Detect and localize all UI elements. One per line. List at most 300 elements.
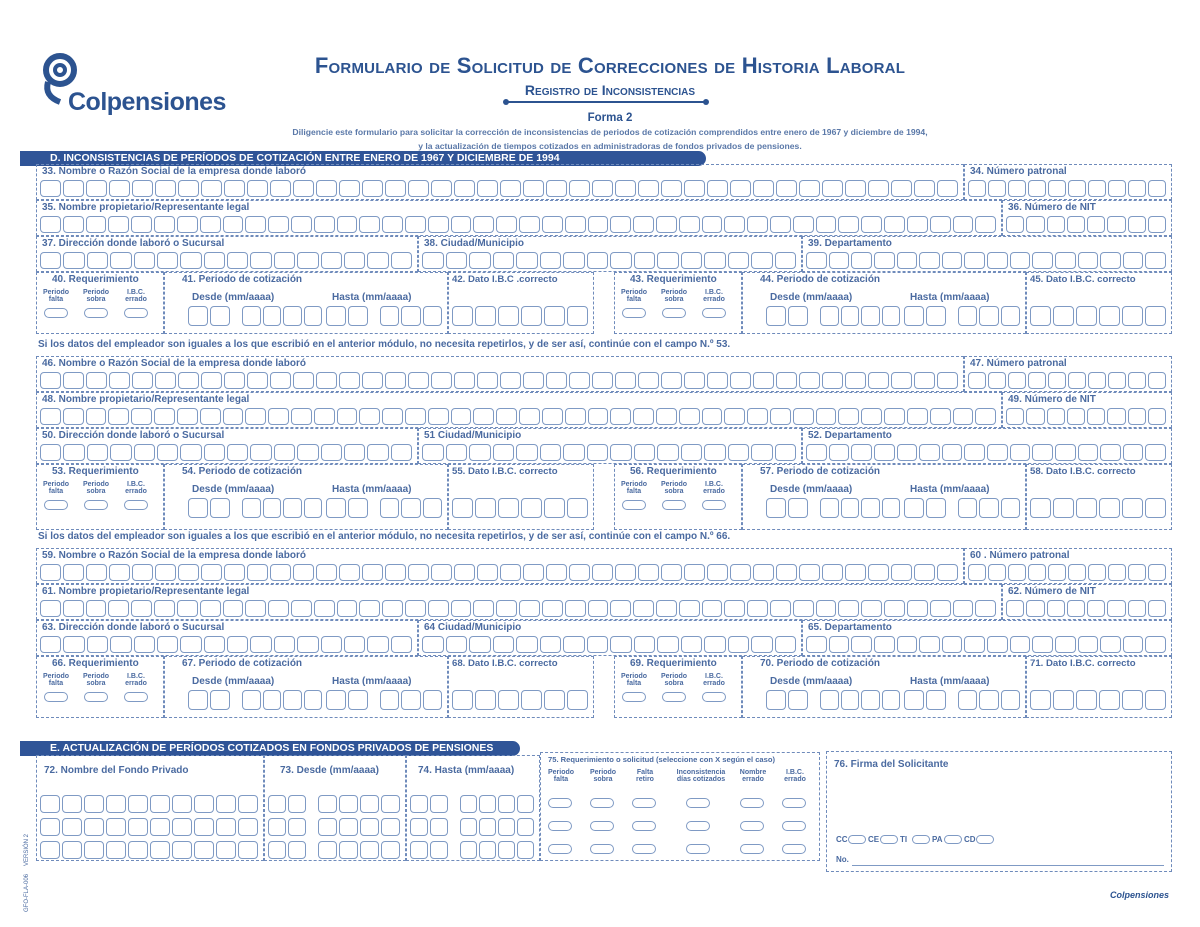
char-box[interactable] — [410, 795, 428, 813]
char-box[interactable] — [1078, 252, 1099, 269]
char-box[interactable] — [238, 818, 258, 836]
requirement-e-checkbox[interactable] — [740, 821, 764, 831]
char-box[interactable] — [337, 600, 358, 617]
block-3-dept-input[interactable] — [806, 636, 1168, 653]
char-box[interactable] — [861, 216, 882, 233]
char-box[interactable] — [460, 841, 477, 859]
char-box[interactable] — [132, 564, 153, 581]
char-box[interactable] — [188, 306, 208, 326]
char-box[interactable] — [242, 690, 261, 710]
char-box[interactable] — [380, 306, 399, 326]
char-box[interactable] — [544, 498, 565, 518]
char-box[interactable] — [157, 636, 178, 653]
char-box[interactable] — [799, 372, 820, 389]
char-box[interactable] — [216, 841, 236, 859]
requirement-e-checkbox[interactable] — [548, 821, 572, 831]
char-box[interactable] — [201, 564, 222, 581]
char-box[interactable] — [753, 180, 774, 197]
char-box[interactable] — [200, 216, 221, 233]
id-type-checkbox-pa[interactable] — [944, 835, 962, 844]
char-box[interactable] — [975, 408, 996, 425]
char-box[interactable] — [587, 252, 609, 269]
char-box[interactable] — [132, 180, 153, 197]
char-box[interactable] — [657, 252, 679, 269]
char-box[interactable] — [283, 306, 302, 326]
requirement-e-checkbox[interactable] — [632, 798, 656, 808]
char-box[interactable] — [1145, 306, 1166, 326]
char-box[interactable] — [201, 372, 222, 389]
char-box[interactable] — [1087, 408, 1105, 425]
char-box[interactable] — [180, 252, 201, 269]
char-box[interactable] — [1107, 216, 1125, 233]
char-box[interactable] — [704, 252, 726, 269]
char-box[interactable] — [775, 444, 797, 461]
char-box[interactable] — [1087, 216, 1105, 233]
block-1-hasta-a-month-input[interactable] — [326, 306, 370, 326]
char-box[interactable] — [592, 372, 613, 389]
char-box[interactable] — [1026, 216, 1044, 233]
char-box[interactable] — [751, 444, 773, 461]
char-box[interactable] — [194, 841, 214, 859]
block-1-city-input[interactable] — [422, 252, 798, 269]
block-1-hasta-b-month-input[interactable] — [904, 306, 948, 326]
char-box[interactable] — [563, 636, 585, 653]
char-box[interactable] — [565, 216, 586, 233]
char-box[interactable] — [216, 818, 236, 836]
char-box[interactable] — [316, 372, 337, 389]
char-box[interactable] — [405, 216, 426, 233]
char-box[interactable] — [588, 600, 609, 617]
char-box[interactable] — [227, 444, 248, 461]
char-box[interactable] — [820, 690, 839, 710]
char-box[interactable] — [108, 408, 129, 425]
char-box[interactable] — [428, 408, 449, 425]
block-3-ibc-a-input[interactable] — [452, 690, 590, 710]
block-2-hasta-b-year-input[interactable] — [958, 498, 1022, 518]
char-box[interactable] — [592, 564, 613, 581]
char-box[interactable] — [380, 498, 399, 518]
char-box[interactable] — [1128, 372, 1146, 389]
char-box[interactable] — [766, 306, 786, 326]
char-box[interactable] — [291, 600, 312, 617]
char-box[interactable] — [40, 795, 60, 813]
char-box[interactable] — [988, 372, 1006, 389]
block-3-desde-b-year-input[interactable] — [820, 690, 902, 710]
char-box[interactable] — [897, 636, 918, 653]
char-box[interactable] — [150, 818, 170, 836]
block-1-ibc-a-input[interactable] — [452, 306, 590, 326]
char-box[interactable] — [498, 841, 515, 859]
char-box[interactable] — [477, 564, 498, 581]
char-box[interactable] — [770, 600, 791, 617]
char-box[interactable] — [1048, 372, 1066, 389]
char-box[interactable] — [1088, 180, 1106, 197]
block-3-hasta-b-year-input[interactable] — [958, 690, 1022, 710]
char-box[interactable] — [109, 564, 130, 581]
char-box[interactable] — [201, 180, 222, 197]
char-box[interactable] — [987, 252, 1008, 269]
char-box[interactable] — [1145, 252, 1166, 269]
char-box[interactable] — [926, 498, 946, 518]
char-box[interactable] — [297, 444, 318, 461]
char-box[interactable] — [359, 408, 380, 425]
char-box[interactable] — [1107, 600, 1125, 617]
block-1-req-b-option-checkbox[interactable] — [702, 308, 726, 318]
requirement-e-checkbox[interactable] — [686, 798, 710, 808]
char-box[interactable] — [204, 444, 225, 461]
char-box[interactable] — [1048, 564, 1066, 581]
char-box[interactable] — [988, 180, 1006, 197]
char-box[interactable] — [304, 690, 323, 710]
char-box[interactable] — [391, 444, 412, 461]
char-box[interactable] — [523, 372, 544, 389]
char-box[interactable] — [521, 306, 542, 326]
char-box[interactable] — [1026, 408, 1044, 425]
char-box[interactable] — [702, 408, 723, 425]
char-box[interactable] — [937, 180, 958, 197]
char-box[interactable] — [405, 408, 426, 425]
char-box[interactable] — [793, 408, 814, 425]
char-box[interactable] — [542, 216, 563, 233]
char-box[interactable] — [1053, 498, 1074, 518]
char-box[interactable] — [1122, 498, 1143, 518]
char-box[interactable] — [362, 564, 383, 581]
char-box[interactable] — [930, 408, 951, 425]
char-box[interactable] — [498, 818, 515, 836]
char-box[interactable] — [223, 408, 244, 425]
char-box[interactable] — [63, 564, 84, 581]
char-box[interactable] — [109, 180, 130, 197]
char-box[interactable] — [1145, 636, 1166, 653]
char-box[interactable] — [224, 564, 245, 581]
char-box[interactable] — [348, 498, 368, 518]
char-box[interactable] — [460, 818, 477, 836]
char-box[interactable] — [728, 636, 750, 653]
hasta-e-month-input-row-1[interactable] — [410, 795, 450, 813]
char-box[interactable] — [776, 180, 797, 197]
char-box[interactable] — [318, 795, 337, 813]
char-box[interactable] — [63, 252, 84, 269]
char-box[interactable] — [454, 372, 475, 389]
char-box[interactable] — [106, 818, 126, 836]
char-box[interactable] — [304, 498, 323, 518]
char-box[interactable] — [40, 564, 61, 581]
char-box[interactable] — [314, 408, 335, 425]
block-1-desde-b-year-input[interactable] — [820, 306, 902, 326]
char-box[interactable] — [638, 564, 659, 581]
char-box[interactable] — [1030, 306, 1051, 326]
block-2-city-input[interactable] — [422, 444, 798, 461]
char-box[interactable] — [1006, 216, 1024, 233]
char-box[interactable] — [108, 216, 129, 233]
char-box[interactable] — [882, 498, 901, 518]
char-box[interactable] — [926, 690, 946, 710]
char-box[interactable] — [1006, 408, 1024, 425]
char-box[interactable] — [87, 252, 108, 269]
char-box[interactable] — [227, 252, 248, 269]
char-box[interactable] — [498, 795, 515, 813]
char-box[interactable] — [154, 216, 175, 233]
char-box[interactable] — [408, 564, 429, 581]
char-box[interactable] — [930, 600, 951, 617]
char-box[interactable] — [1010, 444, 1031, 461]
char-box[interactable] — [348, 690, 368, 710]
char-box[interactable] — [841, 306, 860, 326]
char-box[interactable] — [942, 444, 963, 461]
char-box[interactable] — [454, 180, 475, 197]
char-box[interactable] — [634, 252, 656, 269]
char-box[interactable] — [268, 600, 289, 617]
requirement-e-checkbox[interactable] — [548, 798, 572, 808]
char-box[interactable] — [274, 444, 295, 461]
char-box[interactable] — [339, 564, 360, 581]
char-box[interactable] — [177, 216, 198, 233]
char-box[interactable] — [633, 216, 654, 233]
char-box[interactable] — [1128, 408, 1146, 425]
char-box[interactable] — [172, 841, 192, 859]
char-box[interactable] — [565, 600, 586, 617]
requirement-e-checkbox[interactable] — [782, 844, 806, 854]
char-box[interactable] — [469, 444, 491, 461]
char-box[interactable] — [268, 216, 289, 233]
char-box[interactable] — [344, 636, 365, 653]
char-box[interactable] — [401, 306, 420, 326]
char-box[interactable] — [224, 372, 245, 389]
char-box[interactable] — [250, 636, 271, 653]
char-box[interactable] — [498, 498, 519, 518]
char-box[interactable] — [766, 498, 786, 518]
char-box[interactable] — [155, 180, 176, 197]
char-box[interactable] — [919, 252, 940, 269]
char-box[interactable] — [194, 818, 214, 836]
char-box[interactable] — [770, 408, 791, 425]
block-2-desde-a-month-input[interactable] — [188, 498, 232, 518]
block-2-desde-a-year-input[interactable] — [242, 498, 324, 518]
char-box[interactable] — [615, 564, 636, 581]
char-box[interactable] — [391, 252, 412, 269]
block-1-hasta-a-year-input[interactable] — [380, 306, 444, 326]
char-box[interactable] — [728, 444, 750, 461]
char-box[interactable] — [838, 216, 859, 233]
char-box[interactable] — [788, 306, 808, 326]
char-box[interactable] — [567, 306, 588, 326]
char-box[interactable] — [498, 306, 519, 326]
block-1-owner-input[interactable] — [40, 216, 998, 233]
char-box[interactable] — [964, 252, 985, 269]
char-box[interactable] — [446, 252, 468, 269]
block-2-patronal-input[interactable] — [968, 372, 1168, 389]
char-box[interactable] — [914, 180, 935, 197]
char-box[interactable] — [1053, 306, 1074, 326]
char-box[interactable] — [348, 306, 368, 326]
char-box[interactable] — [569, 372, 590, 389]
char-box[interactable] — [291, 408, 312, 425]
char-box[interactable] — [730, 180, 751, 197]
char-box[interactable] — [770, 216, 791, 233]
char-box[interactable] — [588, 408, 609, 425]
char-box[interactable] — [1123, 444, 1144, 461]
requirement-e-checkbox[interactable] — [782, 821, 806, 831]
char-box[interactable] — [907, 600, 928, 617]
block-3-req-a-option-checkbox[interactable] — [44, 692, 68, 702]
char-box[interactable] — [1028, 564, 1046, 581]
char-box[interactable] — [40, 636, 61, 653]
char-box[interactable] — [775, 636, 797, 653]
char-box[interactable] — [62, 818, 82, 836]
char-box[interactable] — [84, 818, 104, 836]
char-box[interactable] — [907, 408, 928, 425]
char-box[interactable] — [40, 252, 61, 269]
char-box[interactable] — [62, 795, 82, 813]
char-box[interactable] — [131, 600, 152, 617]
char-box[interactable] — [430, 818, 448, 836]
char-box[interactable] — [1148, 372, 1166, 389]
char-box[interactable] — [1001, 690, 1020, 710]
char-box[interactable] — [861, 408, 882, 425]
char-box[interactable] — [194, 795, 214, 813]
char-box[interactable] — [431, 564, 452, 581]
char-box[interactable] — [979, 498, 998, 518]
desde-e-year-input-row-1[interactable] — [318, 795, 402, 813]
char-box[interactable] — [109, 372, 130, 389]
block-3-desde-b-month-input[interactable] — [766, 690, 810, 710]
char-box[interactable] — [178, 372, 199, 389]
char-box[interactable] — [542, 600, 563, 617]
char-box[interactable] — [958, 498, 977, 518]
char-box[interactable] — [157, 252, 178, 269]
char-box[interactable] — [381, 795, 400, 813]
char-box[interactable] — [702, 600, 723, 617]
char-box[interactable] — [446, 636, 468, 653]
char-box[interactable] — [318, 841, 337, 859]
char-box[interactable] — [681, 636, 703, 653]
char-box[interactable] — [238, 841, 258, 859]
char-box[interactable] — [841, 690, 860, 710]
char-box[interactable] — [926, 306, 946, 326]
char-box[interactable] — [1047, 216, 1065, 233]
char-box[interactable] — [816, 216, 837, 233]
fund-name-input-row-1[interactable] — [40, 795, 260, 813]
char-box[interactable] — [728, 252, 750, 269]
char-box[interactable] — [563, 444, 585, 461]
char-box[interactable] — [473, 408, 494, 425]
char-box[interactable] — [610, 444, 632, 461]
char-box[interactable] — [1001, 306, 1020, 326]
requirement-e-checkbox[interactable] — [632, 821, 656, 831]
char-box[interactable] — [247, 564, 268, 581]
char-box[interactable] — [1028, 372, 1046, 389]
char-box[interactable] — [679, 216, 700, 233]
char-box[interactable] — [747, 600, 768, 617]
char-box[interactable] — [428, 600, 449, 617]
char-box[interactable] — [155, 372, 176, 389]
char-box[interactable] — [297, 636, 318, 653]
char-box[interactable] — [460, 795, 477, 813]
char-box[interactable] — [1076, 690, 1097, 710]
char-box[interactable] — [816, 408, 837, 425]
block-2-dept-input[interactable] — [806, 444, 1168, 461]
char-box[interactable] — [753, 372, 774, 389]
char-box[interactable] — [822, 564, 843, 581]
block-3-hasta-a-month-input[interactable] — [326, 690, 370, 710]
block-3-req-b-option-checkbox[interactable] — [662, 692, 686, 702]
char-box[interactable] — [884, 600, 905, 617]
char-box[interactable] — [475, 498, 496, 518]
block-2-hasta-a-month-input[interactable] — [326, 498, 370, 518]
char-box[interactable] — [679, 600, 700, 617]
char-box[interactable] — [521, 690, 542, 710]
char-box[interactable] — [914, 372, 935, 389]
char-box[interactable] — [638, 180, 659, 197]
char-box[interactable] — [84, 841, 104, 859]
char-box[interactable] — [318, 818, 337, 836]
char-box[interactable] — [724, 600, 745, 617]
char-box[interactable] — [610, 252, 632, 269]
char-box[interactable] — [423, 306, 442, 326]
char-box[interactable] — [1008, 564, 1026, 581]
char-box[interactable] — [1010, 636, 1031, 653]
char-box[interactable] — [1145, 690, 1166, 710]
block-3-city-input[interactable] — [422, 636, 798, 653]
char-box[interactable] — [861, 600, 882, 617]
char-box[interactable] — [321, 252, 342, 269]
char-box[interactable] — [1068, 564, 1086, 581]
char-box[interactable] — [820, 498, 839, 518]
char-box[interactable] — [177, 408, 198, 425]
char-box[interactable] — [563, 252, 585, 269]
char-box[interactable] — [359, 600, 380, 617]
requirement-e-checkbox[interactable] — [590, 798, 614, 808]
char-box[interactable] — [385, 564, 406, 581]
char-box[interactable] — [245, 600, 266, 617]
char-box[interactable] — [304, 306, 323, 326]
char-box[interactable] — [200, 600, 221, 617]
char-box[interactable] — [657, 444, 679, 461]
block-3-ibc-b-input[interactable] — [1030, 690, 1168, 710]
char-box[interactable] — [86, 408, 107, 425]
hasta-e-month-input-row-2[interactable] — [410, 818, 450, 836]
char-box[interactable] — [1128, 216, 1146, 233]
char-box[interactable] — [223, 216, 244, 233]
char-box[interactable] — [907, 216, 928, 233]
char-box[interactable] — [40, 444, 61, 461]
char-box[interactable] — [1078, 636, 1099, 653]
char-box[interactable] — [1100, 636, 1121, 653]
char-box[interactable] — [63, 180, 84, 197]
char-box[interactable] — [446, 444, 468, 461]
char-box[interactable] — [964, 636, 985, 653]
char-box[interactable] — [423, 498, 442, 518]
char-box[interactable] — [63, 444, 84, 461]
char-box[interactable] — [428, 216, 449, 233]
char-box[interactable] — [1078, 444, 1099, 461]
char-box[interactable] — [1008, 372, 1026, 389]
char-box[interactable] — [838, 408, 859, 425]
char-box[interactable] — [724, 408, 745, 425]
block-2-ibc-b-input[interactable] — [1030, 498, 1168, 518]
char-box[interactable] — [86, 216, 107, 233]
requirement-e-checkbox[interactable] — [740, 798, 764, 808]
char-box[interactable] — [684, 180, 705, 197]
char-box[interactable] — [987, 444, 1008, 461]
block-1-req-b-option-checkbox[interactable] — [622, 308, 646, 318]
block-1-ibc-b-input[interactable] — [1030, 306, 1168, 326]
char-box[interactable] — [321, 636, 342, 653]
requirement-e-checkbox[interactable] — [590, 844, 614, 854]
char-box[interactable] — [63, 636, 84, 653]
char-box[interactable] — [110, 444, 131, 461]
char-box[interactable] — [517, 841, 534, 859]
